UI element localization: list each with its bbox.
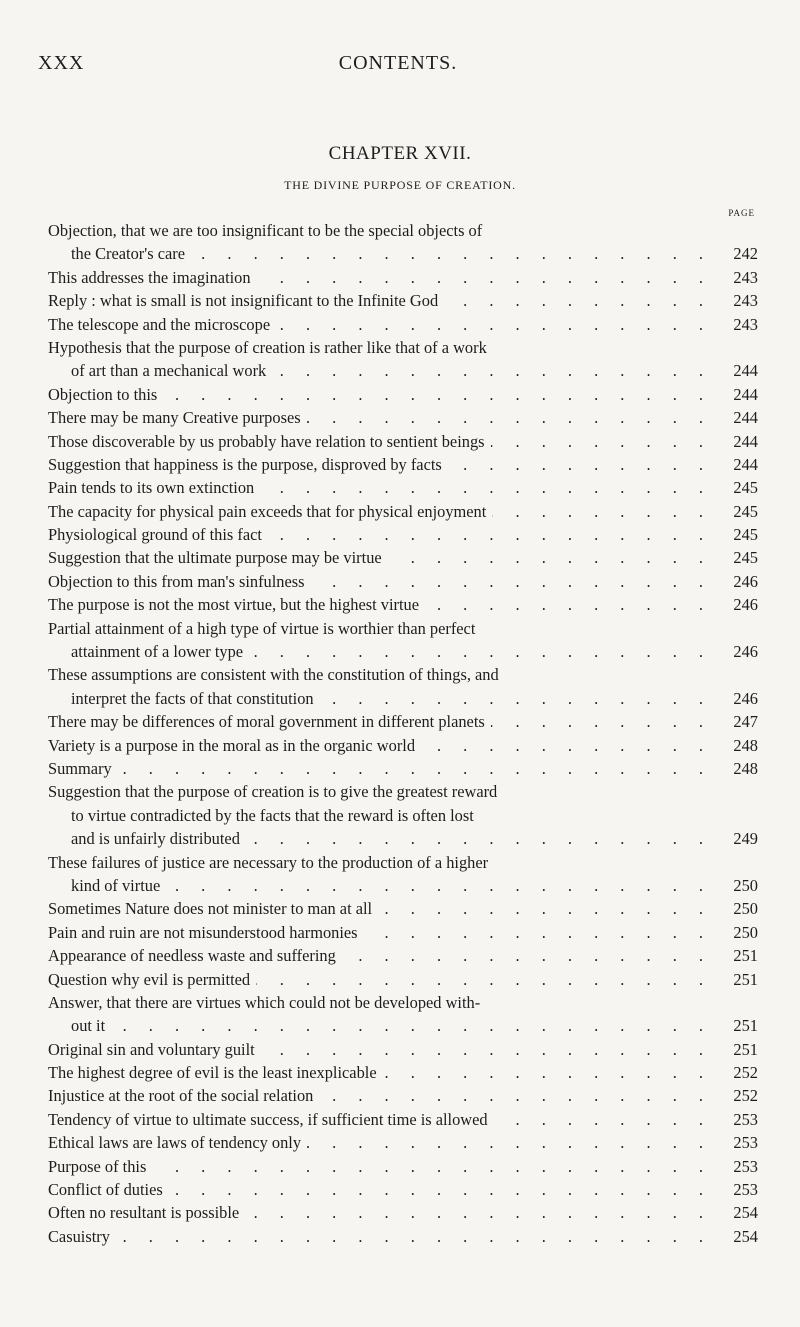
toc-entry-line (48, 453, 758, 476)
page-folio: XXX (38, 52, 85, 74)
toc-entry-line (48, 944, 758, 967)
toc-page-number: 251 (733, 969, 758, 989)
page-column-label: PAGE (728, 208, 755, 218)
toc-entry-line (48, 500, 758, 523)
toc-page-number: 249 (733, 829, 758, 849)
toc-entry-text: These assumptions are consistent with the constitution of things, and (48, 665, 499, 685)
toc-entry-line (48, 476, 758, 499)
toc-entry-text: the Creator's care . . . (71, 242, 712, 265)
toc-entry-line (48, 804, 758, 827)
toc-entry-line (48, 968, 758, 991)
toc-entry-text: Partial attainment of a high type of virtue is worthier than perfect (48, 618, 476, 638)
toc-entry-text: The telescope and the microscope . . . (48, 313, 712, 336)
toc-page-number: 254 (733, 1226, 758, 1246)
toc-entry-line (48, 780, 758, 803)
toc-entry-text: Objection to this . . . (48, 383, 712, 406)
toc-entry-line (48, 1014, 758, 1037)
toc-entry-text: Casuistry . . . (48, 1225, 712, 1248)
chapter-subtitle: THE DIVINE PURPOSE OF CREATION. (284, 178, 516, 192)
toc-page-number: 251 (733, 1016, 758, 1036)
toc-entry-text: Summary . . . (48, 757, 712, 780)
toc-page-number: 244 (733, 384, 758, 404)
toc-entry-line (48, 383, 758, 406)
toc-entry-text: There may be many Creative purposes . . . (48, 406, 712, 429)
toc-entry-line (48, 1038, 758, 1061)
toc-page-number: 242 (733, 244, 758, 264)
toc-entry-text: Reply : what is small is not insignificant to the Infinite God . . . (48, 289, 712, 312)
running-title: CONTENTS. (338, 52, 458, 74)
toc-entry-text: Objection to this from man's sinfulness . . . (48, 570, 712, 593)
toc-entry-line (48, 640, 758, 663)
toc-entry-text: out it . . . (71, 1014, 712, 1037)
toc-entry-text: Suggestion that happiness is the purpose, disproved by facts . . . (48, 453, 712, 476)
toc-page-number: 251 (733, 1039, 758, 1059)
toc-entry-line (48, 1155, 758, 1178)
table-of-contents (48, 219, 758, 1248)
toc-entry-line (48, 359, 758, 382)
toc-entry-line (48, 991, 758, 1014)
toc-page-number: 244 (733, 361, 758, 381)
toc-page-number: 243 (733, 314, 758, 334)
toc-entry-text: There may be differences of moral government in different planets . . . (48, 710, 712, 733)
toc-entry-text: Pain and ruin are not misunderstood harmonies . . . (48, 921, 712, 944)
toc-entry-text: to virtue contradicted by the facts that the reward is often lost (71, 805, 474, 825)
toc-entry-line (48, 617, 758, 640)
toc-entry-line (48, 336, 758, 359)
toc-entry-line (48, 757, 758, 780)
toc-entry-line (48, 313, 758, 336)
toc-entry-line (48, 1225, 758, 1248)
toc-entry-line (48, 687, 758, 710)
toc-entry-text: Often no resultant is possible . . . (48, 1201, 712, 1224)
toc-entry-line (48, 1061, 758, 1084)
toc-entry-text: of art than a mechanical work . . . (71, 359, 712, 382)
toc-entry-text: The purpose is not the most virtue, but the highest virtue . . . (48, 593, 712, 616)
running-head (38, 52, 758, 76)
toc-entry-text: Original sin and voluntary guilt . . . (48, 1038, 712, 1061)
toc-entry-line (48, 570, 758, 593)
toc-page-number: 243 (733, 291, 758, 311)
toc-page-number: 248 (733, 735, 758, 755)
toc-entry-text: Variety is a purpose in the moral as in the organic world . . . (48, 734, 712, 757)
toc-entry-line (48, 897, 758, 920)
toc-entry-line (48, 242, 758, 265)
toc-entry-text: Physiological ground of this fact . . . (48, 523, 712, 546)
toc-entry-line (48, 430, 758, 453)
toc-entry-line (48, 593, 758, 616)
toc-entry-line (48, 219, 758, 242)
toc-page-number: 250 (733, 875, 758, 895)
toc-page-number: 245 (733, 501, 758, 521)
toc-entry-line (48, 546, 758, 569)
chapter-heading: CHAPTER XVII. (328, 143, 472, 164)
toc-entry-line (48, 663, 758, 686)
toc-page-number: 248 (733, 758, 758, 778)
toc-entry-text: These failures of justice are necessary to the production of a higher (48, 852, 489, 872)
toc-entry-text: This addresses the imagination . . . (48, 266, 712, 289)
toc-page-number: 246 (733, 571, 758, 591)
toc-entry-text: Purpose of this . . . (48, 1155, 712, 1178)
toc-entry-line (48, 406, 758, 429)
toc-entry-line (48, 523, 758, 546)
toc-page-number: 244 (733, 454, 758, 474)
toc-entry-text: Hypothesis that the purpose of creation is rather like that of a work (48, 337, 487, 357)
toc-entry-text: Objection, that we are too insignificant to be the special objects of (48, 221, 483, 240)
toc-page-number: 243 (733, 267, 758, 287)
toc-page-number: 245 (733, 525, 758, 545)
toc-entry-text: attainment of a lower type . . . (71, 640, 712, 663)
toc-entry-line (48, 827, 758, 850)
toc-page-number: 253 (733, 1180, 758, 1200)
toc-entry-text: Pain tends to its own extinction . . . (48, 476, 712, 499)
toc-entry-text: Conflict of duties . . . (48, 1178, 712, 1201)
toc-page-number: 245 (733, 548, 758, 568)
toc-entry-line (48, 921, 758, 944)
toc-page-number: 246 (733, 595, 758, 615)
toc-page-number: 244 (733, 431, 758, 451)
toc-entry-text: interpret the facts of that constitution . . . (71, 687, 712, 710)
toc-page-number: 254 (733, 1203, 758, 1223)
toc-entry-line (48, 710, 758, 733)
toc-entry-line (48, 1108, 758, 1131)
toc-entry-line (48, 1178, 758, 1201)
toc-page-number: 253 (733, 1156, 758, 1176)
toc-page-number: 253 (733, 1109, 758, 1129)
toc-entry-text: Ethical laws are laws of tendency only . . . (48, 1131, 712, 1154)
toc-entry-line (48, 1131, 758, 1154)
toc-entry-text: Answer, that there are virtues which could not be developed with- (48, 992, 481, 1012)
toc-entry-text: Tendency of virtue to ultimate success, if sufficient time is allowed . . . (48, 1108, 712, 1131)
toc-page-number: 245 (733, 478, 758, 498)
toc-entry-text: Those discoverable by us probably have relation to sentient beings . . . (48, 430, 712, 453)
toc-entry-line (48, 289, 758, 312)
toc-page-number: 251 (733, 946, 758, 966)
toc-page-number: 246 (733, 688, 758, 708)
toc-entry-text: Suggestion that the purpose of creation is to give the greatest reward (48, 782, 498, 802)
toc-entry-text: Sometimes Nature does not minister to man at all . . . (48, 897, 712, 920)
toc-entry-line (48, 1084, 758, 1107)
toc-entry-line (48, 1201, 758, 1224)
toc-page-number: 244 (733, 408, 758, 428)
toc-page-number: 250 (733, 922, 758, 942)
toc-entry-text: Injustice at the root of the social relation . . . (48, 1084, 712, 1107)
toc-entry-text: Appearance of needless waste and suffering . . . (48, 944, 712, 967)
toc-entry-line (48, 874, 758, 897)
toc-entry-line (48, 851, 758, 874)
toc-page-number: 250 (733, 899, 758, 919)
toc-page-number: 247 (733, 712, 758, 732)
toc-page-number: 252 (733, 1086, 758, 1106)
toc-entry-text: The highest degree of evil is the least inexplicable . . . (48, 1061, 712, 1084)
toc-page-number: 252 (733, 1063, 758, 1083)
toc-entry-text: and is unfairly distributed . . . (71, 827, 712, 850)
toc-entry-line (48, 734, 758, 757)
toc-page-number: 253 (733, 1133, 758, 1153)
toc-entry-text: Question why evil is permitted . . . (48, 968, 712, 991)
toc-entry-text: kind of virtue . . . (71, 874, 712, 897)
toc-entry-text: The capacity for physical pain exceeds that for physical enjoyment . . . (48, 500, 712, 523)
toc-entry-text: Suggestion that the ultimate purpose may be virtue . . . (48, 546, 712, 569)
toc-entry-line (48, 266, 758, 289)
toc-page-number: 246 (733, 642, 758, 662)
